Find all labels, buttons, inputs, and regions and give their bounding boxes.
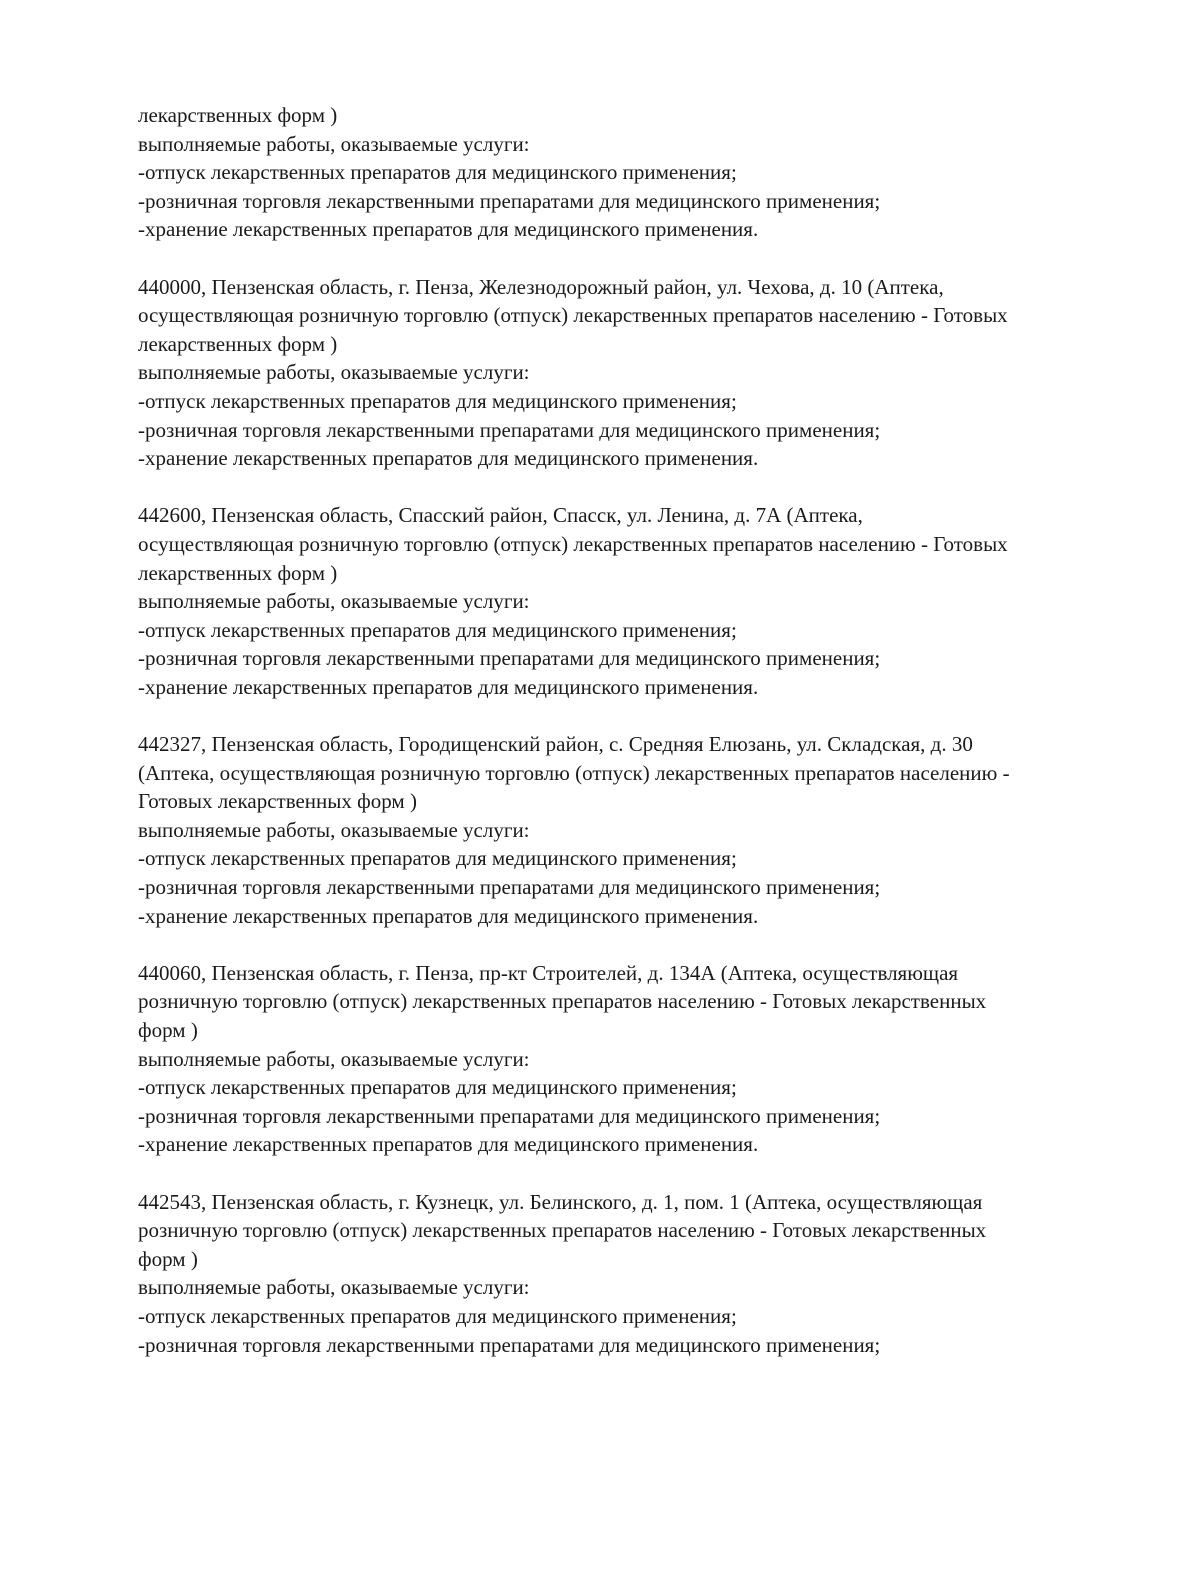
text-line: (Аптека, осуществляющая розничную торговлю (отпуск) лекарственных препаратов населению - (138, 760, 1010, 785)
services-heading: выполняемые работы, оказываемые услуги: (138, 1275, 530, 1300)
address-line: 440000, Пензенская область, г. Пенза, Железнодорожный район, ул. Чехова, д. 10 (Аптека, (138, 274, 944, 299)
text-line: форм ) (138, 1246, 198, 1271)
document-page (138, 101, 1128, 1388)
text-line: лекарственных форм ) (138, 331, 338, 356)
address-line: 440060, Пензенская область, г. Пенза, пр-кт Строителей, д. 134А (Аптека, осуществляющая (138, 960, 959, 985)
pharmacy-entry (138, 1188, 1128, 1360)
service-item: -отпуск лекарственных препаратов для медицинского применения; (138, 846, 737, 871)
service-item: -хранение лекарственных препаратов для медицинского применения. (138, 903, 759, 928)
pharmacy-entry (138, 501, 1128, 701)
pharmacy-entry (138, 959, 1128, 1159)
services-heading: выполняемые работы, оказываемые услуги: (138, 589, 530, 614)
text-line: осуществляющая розничную торговлю (отпуск) лекарственных препаратов населению - Готовых (138, 531, 1008, 556)
services-heading: выполняемые работы, оказываемые услуги: (138, 360, 530, 385)
services-heading: выполняемые работы, оказываемые услуги: (138, 1046, 530, 1071)
service-item: -отпуск лекарственных препаратов для медицинского применения; (138, 1075, 737, 1100)
text-line: форм ) (138, 1018, 198, 1042)
service-item: -хранение лекарственных препаратов для медицинского применения. (138, 446, 759, 471)
service-item: -отпуск лекарственных препаратов для медицинского применения; (138, 388, 737, 413)
pharmacy-entry (138, 273, 1128, 473)
service-item: -хранение лекарственных препаратов для медицинского применения. (138, 674, 759, 699)
text-line: -хранение лекарственных препаратов для медицинского применения. (138, 217, 759, 242)
text-line: Готовых лекарственных форм ) (138, 789, 417, 814)
text-line: -розничная торговля лекарственными препаратами для медицинского применения; (138, 188, 881, 213)
continuation-block (138, 101, 1128, 244)
pharmacy-entry (138, 730, 1128, 930)
text-line: лекарственных форм ) (138, 560, 338, 585)
text-line: розничную торговлю (отпуск) лекарственных препаратов населению - Готовых лекарственных (138, 989, 987, 1014)
address-line: 442600, Пензенская область, Спасский район, Спасск, ул. Ленина, д. 7А (Аптека, (138, 503, 863, 528)
service-item: -розничная торговля лекарственными препаратами для медицинского применения; (138, 1103, 881, 1128)
text-line: выполняемые работы, оказываемые услуги: (138, 131, 530, 156)
text-line: лекарственных форм ) (138, 103, 338, 127)
service-item: -розничная торговля лекарственными препаратами для медицинского применения; (138, 875, 881, 900)
text-line: осуществляющая розничную торговлю (отпуск) лекарственных препаратов населению - Готовых (138, 303, 1008, 328)
address-line: 442327, Пензенская область, Городищенский район, с. Средняя Елюзань, ул. Складская, д. 30 (138, 732, 973, 757)
address-line: 442543, Пензенская область, г. Кузнецк, ул. Белинского, д. 1, пом. 1 (Аптека, осуществляющая (138, 1189, 983, 1214)
service-item: -розничная торговля лекарственными препаратами для медицинского применения; (138, 646, 881, 671)
services-heading: выполняемые работы, оказываемые услуги: (138, 817, 530, 842)
service-item: -розничная торговля лекарственными препаратами для медицинского применения; (138, 417, 881, 442)
service-item: -отпуск лекарственных препаратов для медицинского применения; (138, 1303, 737, 1328)
text-line: -отпуск лекарственных препаратов для медицинского применения; (138, 160, 737, 185)
service-item: -хранение лекарственных препаратов для медицинского применения. (138, 1132, 759, 1157)
service-item: -розничная торговля лекарственными препаратами для медицинского применения; (138, 1332, 881, 1357)
text-line: розничную торговлю (отпуск) лекарственных препаратов населению - Готовых лекарственных (138, 1218, 987, 1243)
service-item: -отпуск лекарственных препаратов для медицинского применения; (138, 617, 737, 642)
